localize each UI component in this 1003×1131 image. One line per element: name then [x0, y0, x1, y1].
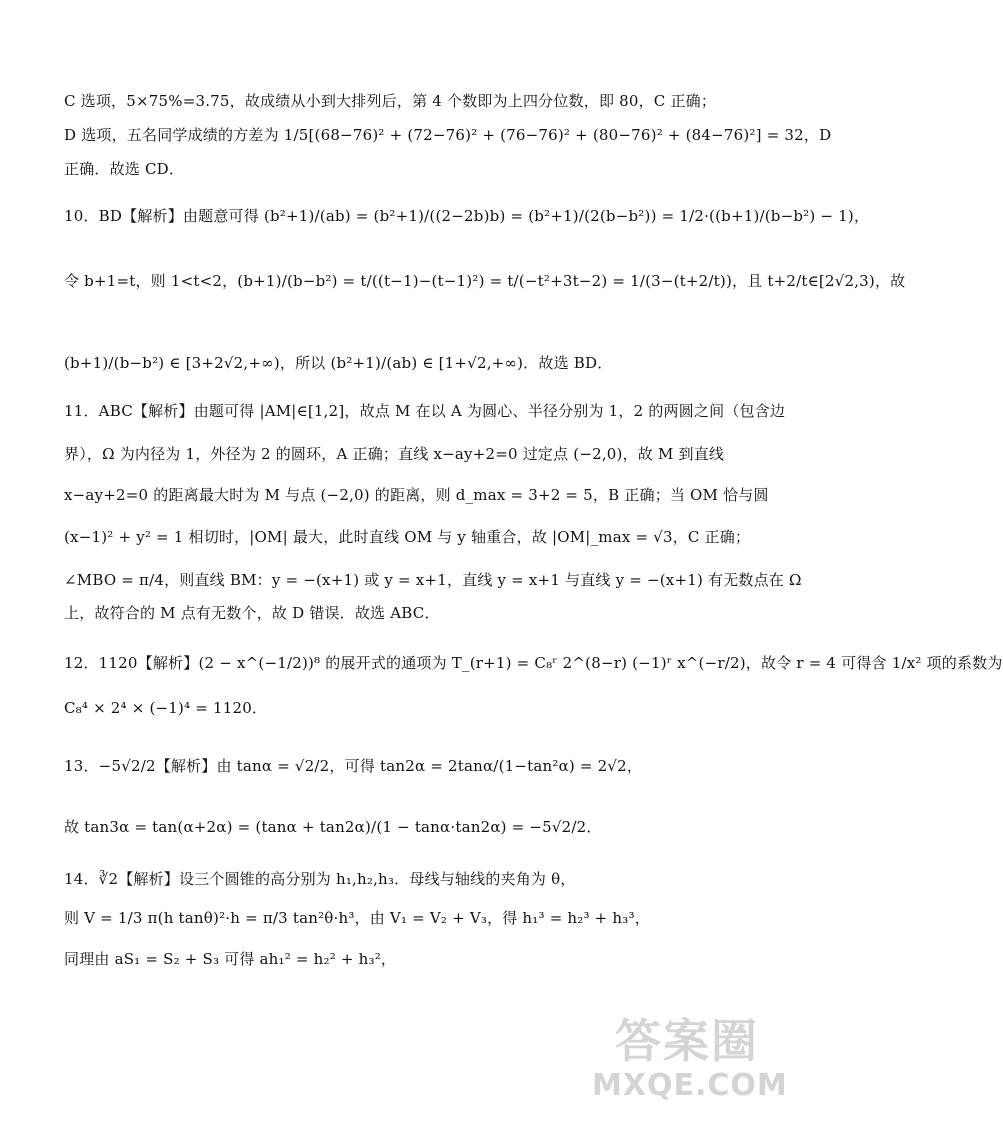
text-line-q12-result: C₈⁴ × 2⁴ × (−1)⁴ = 1120．: [64, 699, 268, 717]
text-line-option-d: D 选项，五名同学成绩的方差为 1/5[(68−76)² + (72−76)² + (76−76)² + (80−76)² + (84−76)²] = 32，D: [64, 126, 832, 144]
text-line-q14-volume: 则 V = 1/3 π(h tanθ)²·h = π/3 tan²θ·h³，由 V₁ = V₂ + V₃，得 h₁³ = h₂³ + h₃³，: [64, 909, 650, 927]
watermark-logo-text: 答案圈: [615, 1014, 759, 1068]
text-line-q10-start: 10．BD【解析】由题意可得 (b²+1)/(ab) = (b²+1)/((2−2b)b) = (b²+1)/(2(b−b²)) = 1/2·((b+1)/(b−b²) − 1)，: [64, 207, 870, 225]
text-line-q11-distance: x−ay+2=0 的距离最大时为 M 与点 (−2,0) 的距离，则 d_max = 3+2 = 5，B 正确；当 OM 恰与圆: [64, 486, 769, 504]
text-line-q14-area: 同理由 aS₁ = S₂ + S₃ 可得 ah₁² = h₂² + h₃²，: [64, 950, 397, 968]
text-line-q11-ring: 界），Ω 为内径为 1，外径为 2 的圆环，A 正确；直线 x−ay+2=0 过定点 (−2,0)，故 M 到直线: [64, 445, 725, 463]
text-line-cd-conclusion: 正确．故选 CD．: [64, 160, 185, 178]
text-line-q12-start: 12．1120【解析】(2 − x^(−1/2))⁸ 的展开式的通项为 T_(r+1) = C₈ʳ 2^(8−r) (−1)ʳ x^(−r/2)，故令 r = 4 可得含 1/x² 项的系数为: [64, 654, 1003, 672]
text-line-q10-substitution: 令 b+1=t，则 1<t<2，(b+1)/(b−b²) = t/((t−1)−(t−1)²) = t/(−t²+3t−2) = 1/(3−(t+2/t))，且 t+2/t∈[2√2,3)，故: [64, 272, 906, 290]
text-line-q11-tangent: (x−1)² + y² = 1 相切时，|OM| 最大，此时直线 OM 与 y 轴重合，故 |OM|_max = √3，C 正确；: [64, 528, 751, 546]
text-line-q13-result: 故 tan3α = tan(α+2α) = (tanα + tan2α)/(1 − tanα·tan2α) = −5√2/2．: [64, 818, 602, 836]
text-line-q11-start: 11．ABC【解析】由题可得 |AM|∈[1,2]，故点 M 在以 A 为圆心、半径分别为 1，2 的两圆之间（包含边: [64, 402, 786, 420]
text-line-q11-angle: ∠MBO = π/4，则直线 BM：y = −(x+1) 或 y = x+1，直线 y = x+1 与直线 y = −(x+1) 有无数点在 Ω: [64, 571, 802, 589]
text-line-option-c: C 选项，5×75%=3.75，故成绩从小到大排列后，第 4 个数即为上四分位数，即 80，C 正确；: [64, 92, 717, 110]
text-line-q11-conclusion: 上，故符合的 M 点有无数个，故 D 错误．故选 ABC．: [64, 604, 440, 622]
text-line-q10-conclusion: (b+1)/(b−b²) ∈ [3+2√2,+∞)，所以 (b²+1)/(ab) ∈ [1+√2,+∞)．故选 BD．: [64, 354, 613, 372]
site-watermark: [592, 1013, 788, 1123]
watermark-domain-text: MXQE.COM: [592, 1068, 788, 1103]
text-line-q14-start: 14．∛2【解析】设三个圆锥的高分别为 h₁,h₂,h₃．母线与轴线的夹角为 θ，: [64, 870, 576, 888]
text-line-q13-start: 13．−5√2/2【解析】由 tanα = √2/2，可得 tan2α = 2tanα/(1−tan²α) = 2√2，: [64, 757, 643, 775]
